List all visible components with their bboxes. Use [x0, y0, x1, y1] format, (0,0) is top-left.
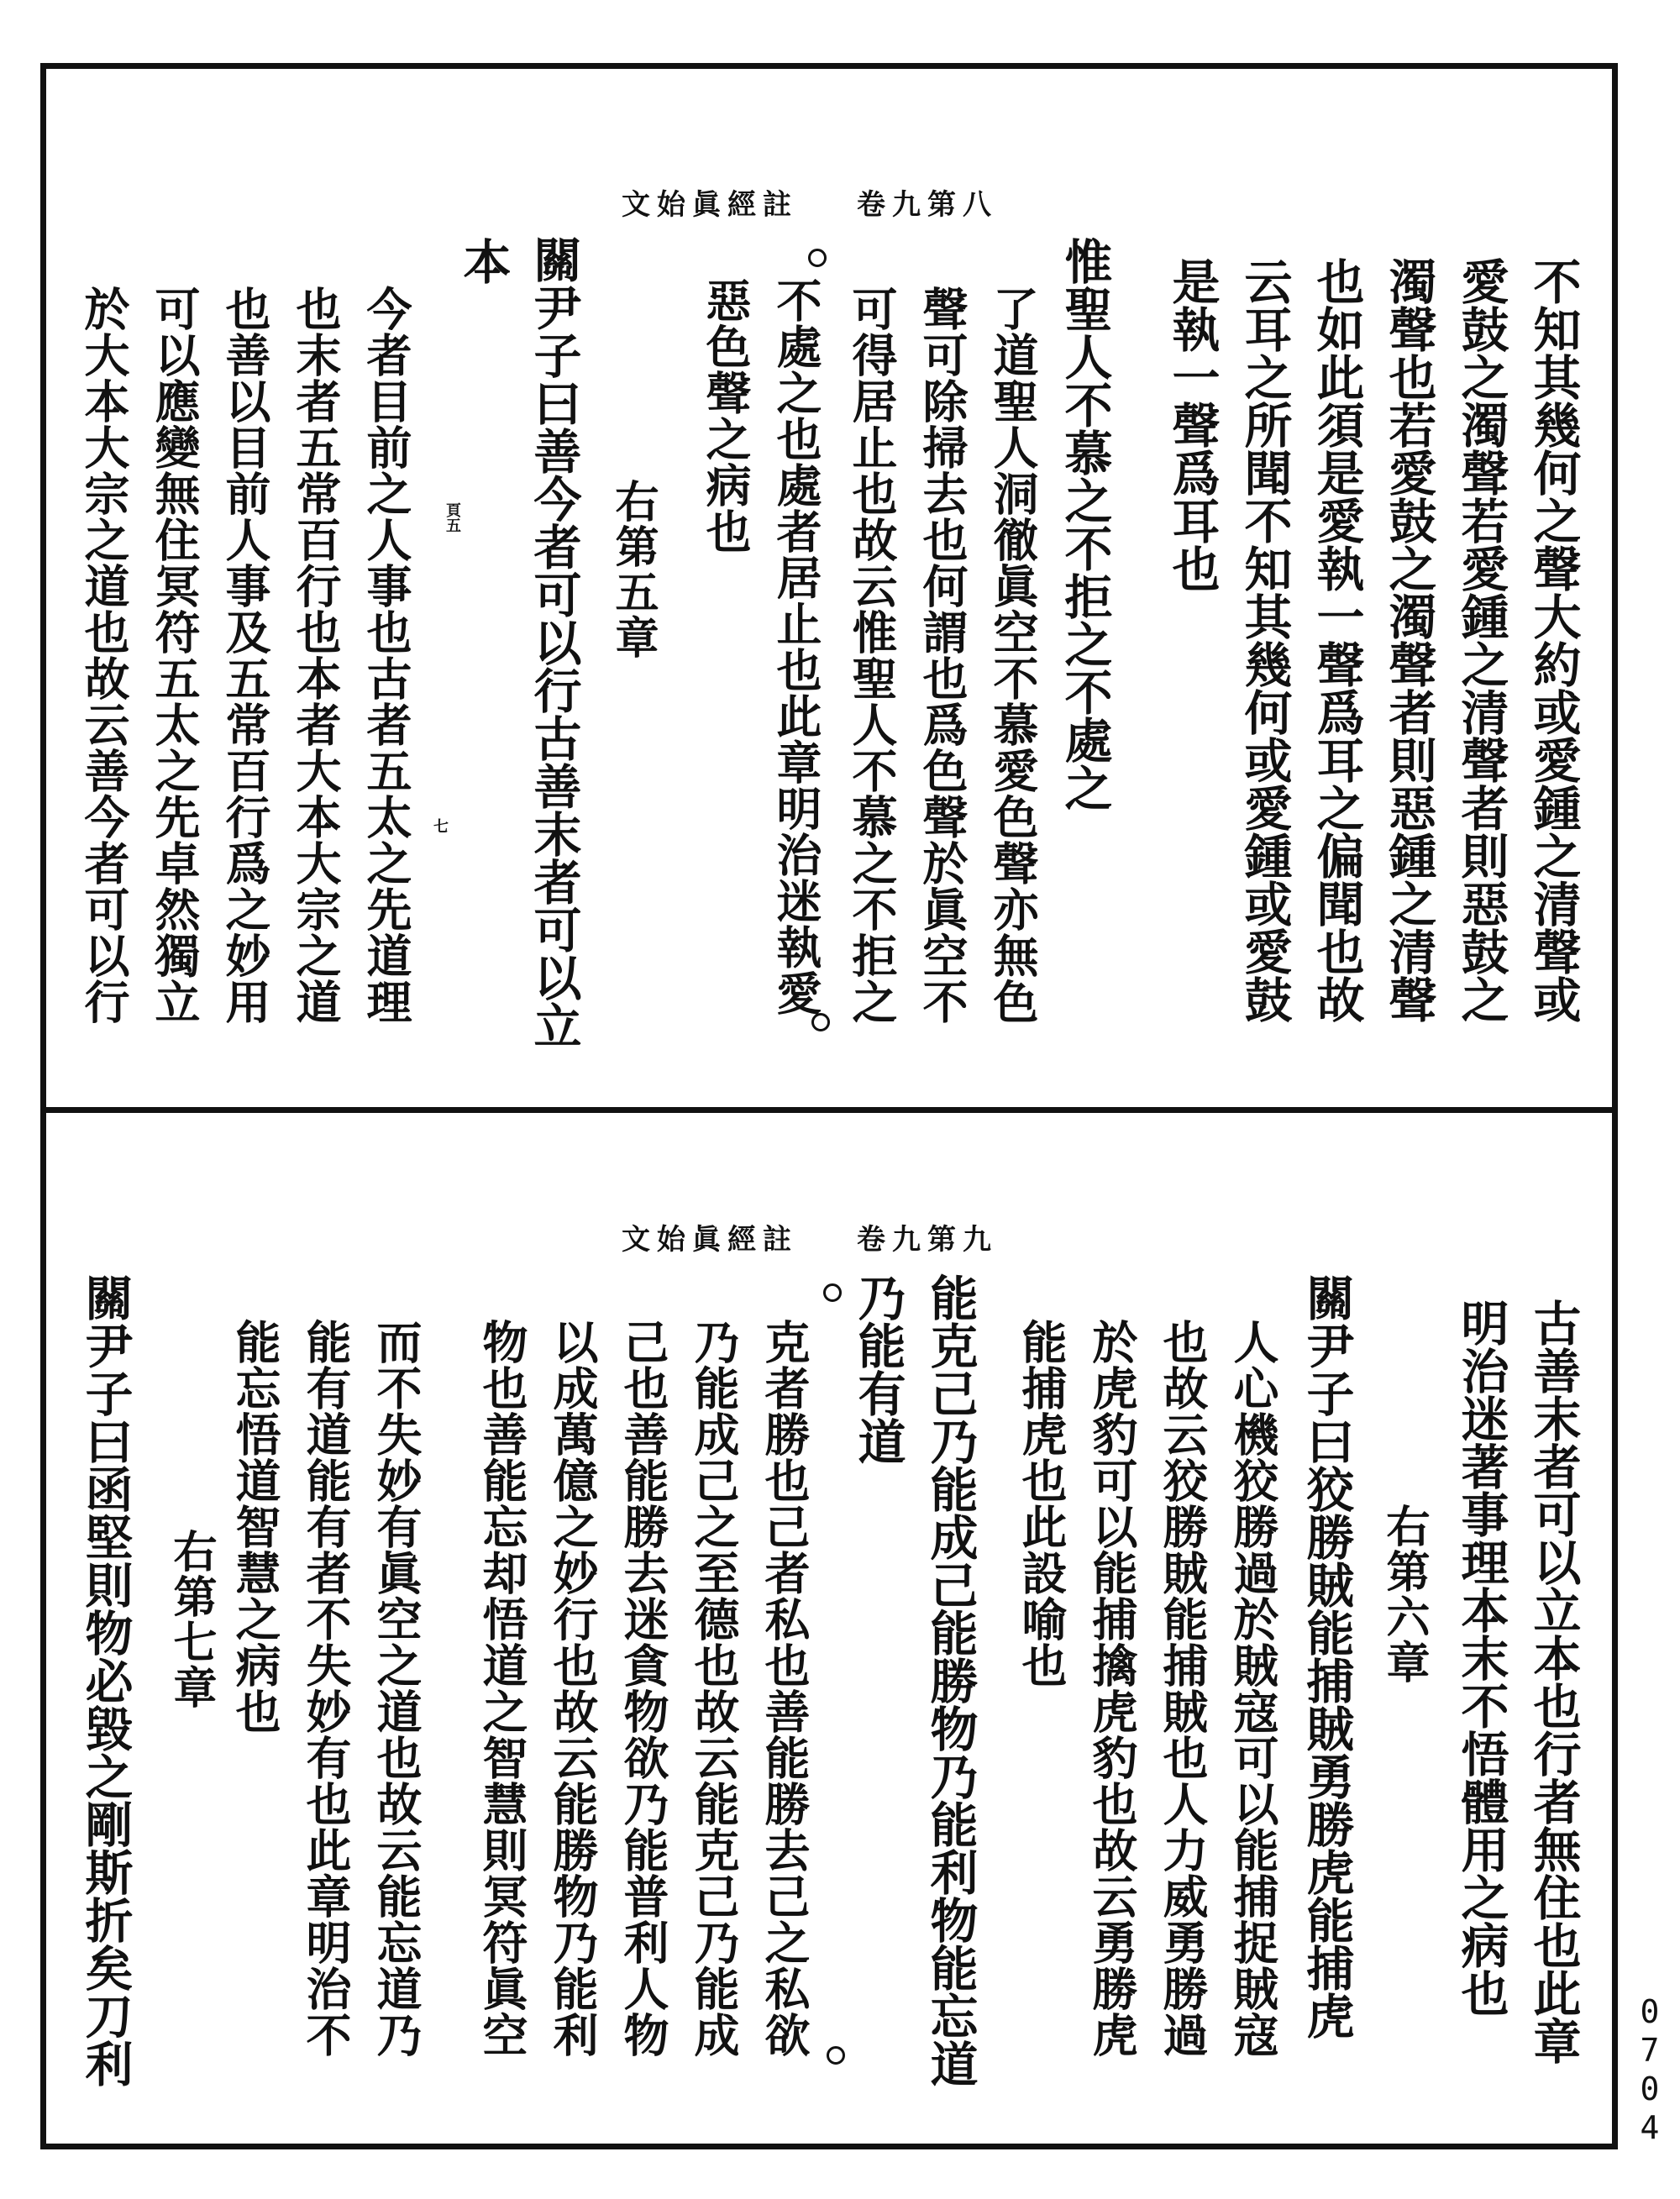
top-column-17: 也末者五常百行也本者大本大宗之道 — [289, 286, 343, 1025]
top-column-9: 聲可除掃去也何謂也爲色聲於眞空不 — [916, 286, 969, 1025]
top-chapter-heading: 右第五章 — [607, 479, 659, 660]
bottom-column-14: 以成萬億之妙行也故云能勝物乃能利 — [546, 1319, 600, 2058]
bottom-column-1: 古善末者可以立本也行者無住也此章 — [1525, 1299, 1582, 2065]
page-divider — [40, 1107, 1618, 1113]
bottom-column-11: 克者勝也己者私也善能勝去己之私欲 — [758, 1319, 811, 2058]
punctuation-circle-mark — [823, 1283, 842, 1302]
top-column-4: 也如此須是愛執一聲爲耳之偏聞也故 — [1309, 257, 1365, 1023]
top-column-15: 本 — [455, 237, 512, 285]
top-column-6: 是執一聲爲耳也 — [1164, 257, 1221, 592]
bottom-column-16: 而不失妙有眞空之道也故云能忘道乃 — [370, 1319, 423, 2058]
page-number — [1633, 1992, 1667, 2147]
bottom-column-10: 乃能有道 — [850, 1273, 906, 1465]
top-column-11: 不處之也處者居止也此章明治迷執愛 — [769, 277, 823, 1016]
top-column-7: 惟聖人不慕之不拒之不處之 — [1057, 237, 1113, 811]
top-small-mark-1: 頁五 — [444, 502, 461, 533]
bottom-column-20: 關尹子曰函堅則物必毀之剛斯折矣刀利 — [77, 1273, 134, 2087]
top-column-8: 了道聖人洞徹眞空不慕愛色聲亦無色 — [986, 286, 1040, 1025]
bottom-header-title: 文始眞經註 — [622, 1223, 798, 1257]
bottom-column-4: 關尹子曰狡勝賊能捕賊勇勝虎能捕虎 — [1299, 1273, 1355, 2039]
bottom-chapter-heading-7: 右第七章 — [165, 1529, 217, 1710]
bottom-page-header — [622, 1216, 998, 1257]
top-column-12: 惡色聲之病也 — [699, 277, 753, 554]
punctuation-circle-mark — [811, 1013, 830, 1031]
bottom-column-12: 乃能成己之至德也故云能克己乃能成 — [687, 1319, 741, 2058]
top-column-14: 關尹子曰善今者可以行古善末者可以立 — [526, 235, 582, 1049]
top-column-1: 不知其幾何之聲大約或愛鍾之清聲或 — [1525, 257, 1582, 1023]
bottom-column-8: 能捕虎也此設喻也 — [1015, 1319, 1068, 1688]
bottom-column-2: 明治迷著事理本末不悟體用之病也 — [1453, 1299, 1509, 2017]
page-number-digit: 0 — [1640, 1993, 1660, 2030]
page-number-digit: 7 — [1640, 2032, 1660, 2069]
bottom-column-15: 物也善能忘却悟道之智慧則冥符眞空 — [475, 1319, 529, 2058]
top-small-mark-2: 七 — [431, 818, 449, 833]
top-page-header — [622, 181, 998, 223]
bottom-column-13: 己也善能勝去迷貪物欲乃能普利人物 — [617, 1319, 670, 2058]
bottom-column-18: 能忘悟道智慧之病也 — [228, 1319, 282, 1735]
punctuation-circle-mark — [808, 249, 827, 267]
top-column-16: 今者目前之人事也古者五太之先道理 — [360, 286, 413, 1025]
top-column-10: 可得居止也故云惟聖人不慕之不拒之 — [845, 286, 899, 1025]
top-column-5: 云耳之所聞不知其幾何或愛鍾或愛鼓 — [1236, 257, 1293, 1023]
top-column-18: 也善以目前人事及五常百行爲之妙用 — [218, 286, 272, 1025]
bottom-column-9: 能克己乃能成己能勝物乃能利物能忘道 — [922, 1273, 979, 2087]
top-header-title: 文始眞經註 — [622, 188, 798, 222]
bottom-chapter-heading-6: 右第六章 — [1378, 1504, 1430, 1685]
top-column-3: 濁聲也若愛鼓之濁聲者則惡鍾之清聲 — [1381, 257, 1437, 1023]
bottom-column-6: 也故云狡勝賊能捕賊也人力威勇勝過 — [1156, 1319, 1210, 2058]
top-column-2: 愛鼓之濁聲若愛鍾之清聲者則惡鼓之 — [1453, 257, 1509, 1023]
page-number-digit: 4 — [1640, 2109, 1660, 2146]
page-number-digit: 0 — [1640, 2070, 1660, 2107]
bottom-header-volume: 卷九第九 — [857, 1223, 998, 1257]
top-column-20: 於大本大宗之道也故云善今者可以行 — [77, 286, 131, 1025]
bottom-column-7: 於虎豹可以能捕擒虎豹也故云勇勝虎 — [1085, 1319, 1139, 2058]
bottom-column-17: 能有道能有者不失妙有也此章明治不 — [299, 1319, 353, 2058]
punctuation-circle-mark — [827, 2046, 845, 2065]
top-column-19: 可以應變無住冥符五太之先卓然獨立 — [148, 286, 202, 1025]
top-header-volume: 卷九第八 — [857, 188, 998, 222]
bottom-column-5: 人心機狡勝過於賊寇可以能捕捉賊寇 — [1226, 1319, 1280, 2058]
